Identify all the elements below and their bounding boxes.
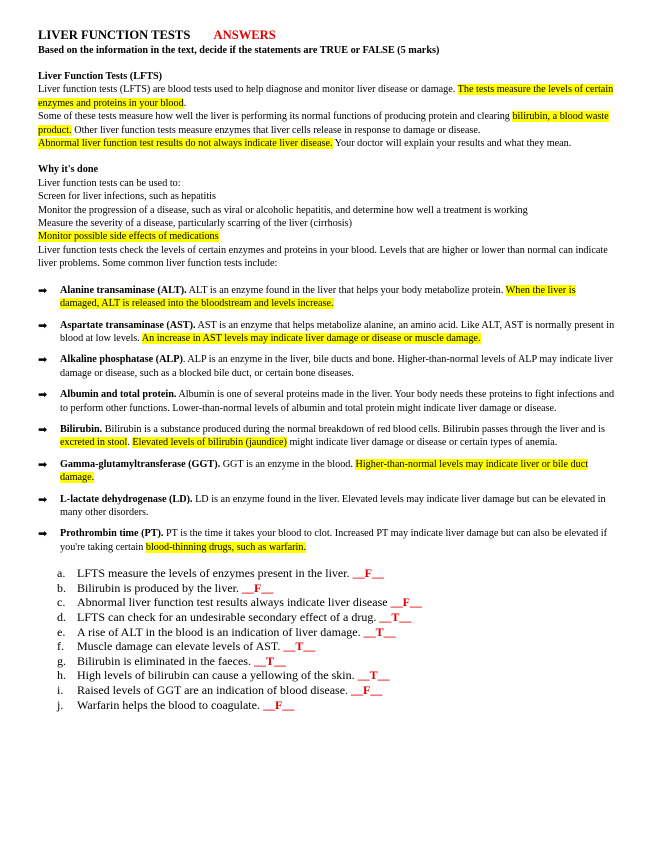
blank: __ [383,624,396,639]
blank: __ [352,566,365,581]
question-letter: g. [57,653,66,668]
text: Some of these tests measure how well the liver is performing its normal functions of producing protein and clearing [38,111,513,123]
answer-value: F [402,595,410,610]
text: might indicate liver damage or disease or certain types of anemia. [286,437,558,449]
blank: __ [351,682,364,697]
text: Liver function tests (LFTS) are blood tests used to help diagnose and monitor liver disease or damage. [38,84,458,96]
answer-value: F [364,566,372,581]
question-text: A rise of ALT in the blood is an indication of liver damage. [77,624,364,639]
list-item-ld [38,493,615,520]
question-list [38,566,615,712]
question-text: Raised levels of GGT are an indication of blood disease. [77,682,352,697]
text: Other liver function tests measure enzymes that liver cells release in response to damage or disease. [71,124,481,136]
answer-blank [263,698,294,712]
why-line-6: Liver function tests check the levels of certain enzymes and proteins in your blood. Levels that are higher or lower than normal can indicate liver problems. Some common liver function tests include: [38,244,608,270]
question-text: LFTS measure the levels of enzymes present in the liver. [77,566,353,581]
blank: __ [363,624,376,639]
answer-blank [391,595,422,609]
blank: __ [377,668,390,683]
question-item [38,683,615,698]
answer-blank [353,566,384,580]
question-item [38,625,615,640]
blank: __ [399,609,412,624]
text: LD is an enzyme found in the liver. Elevated levels may indicate liver damage but can be elevated in many other disorders. [60,493,606,518]
question-letter: e. [57,624,66,639]
text: PT is the time it takes your blood to clot. Increased PT may indicate liver damage but can also be elevated if you're taking certain [60,528,607,553]
instructions: Based on the information in the text, decide if the statements are TRUE or FALSE (5 marks) [38,45,440,56]
highlight: When the liver is damaged, ALT is released into the bloodstream and levels increase. [60,284,576,310]
blank: __ [303,639,316,654]
answer-value: T [265,653,274,668]
question-text: High levels of bilirubin can cause a yellowing of the skin. [77,668,358,683]
answer-blank [283,639,315,653]
blank: __ [261,580,274,595]
question-item [38,639,615,654]
test-name: Bilirubin. [60,423,103,435]
arrow-bullet-icon: ➡ [38,318,48,332]
intro-paragraph-2 [38,110,615,137]
answer-blank [254,654,286,668]
why-line-3: Monitor the progression of a disease, such as viral or alcoholic hepatitis, and determine how well a treatment is working [38,204,528,216]
list-item-pt [38,527,615,554]
question-item [38,654,615,669]
highlight: The tests measure the levels of certain enzymes and proteins in your blood [38,84,614,109]
question-letter: a. [57,566,66,581]
answer-value: T [391,609,400,624]
text: Your doctor will explain your results and what they mean. [332,138,572,150]
text: Bilirubin is a substance produced during the normal breakdown of red blood cells. Bilirubin passes through the liver and is [102,423,605,435]
test-name: L-lactate dehydrogenase (LD). [60,493,193,505]
question-letter: c. [57,595,66,610]
test-list [38,284,615,555]
intro-paragraph-1 [38,83,615,110]
question-item [38,581,615,596]
highlight: Elevated levels of bilirubin (jaundice) [132,437,287,449]
question-letter: i. [57,682,64,697]
blank: __ [253,653,266,668]
blank: __ [273,653,286,668]
answer-value: T [375,624,384,639]
blank: __ [262,697,275,712]
highlight: An increase in AST levels may indicate liver damage or disease or muscle damage. [141,332,481,344]
question-item [38,566,615,581]
blank: __ [370,682,383,697]
question-item [38,698,615,713]
test-name: Prothrombin time (PT). [60,528,164,540]
list-item-ast [38,319,615,346]
list-item-bilirubin [38,423,615,450]
answer-value: T [369,668,378,683]
question-letter: f. [57,639,64,654]
answer-value: F [253,580,262,595]
arrow-bullet-icon: ➡ [38,388,48,402]
answer-blank [351,683,382,697]
question-text: Bilirubin is produced by the liver. [77,580,242,595]
why-line-1: Liver function tests can be used to: [38,177,181,189]
answer-value: T [295,639,304,654]
blank: __ [379,609,392,624]
list-item-alp [38,353,615,380]
blank: __ [241,580,254,595]
why-line-4: Measure the severity of a disease, particularly scarring of the liver (cirrhosis) [38,218,352,230]
answers-label: ANSWERS [213,28,276,42]
question-letter: d. [57,609,66,624]
text: ALT is an enzyme found in the liver that helps your body metabolize protein. [186,284,506,296]
why-line-5 [38,230,615,243]
answer-blank [364,625,396,639]
text: Albumin is one of several proteins made in the liver. Your body needs these proteins to fight infections and to perform other functions. Lower-than-normal levels of albumin and total protein might indicate liver damage or disease. [60,389,615,414]
answer-blank [379,610,411,624]
arrow-bullet-icon: ➡ [38,422,48,436]
intro-paragraph-3 [38,137,615,150]
question-item [38,595,615,610]
test-name: Alanine transaminase (ALT). [60,284,187,296]
answer-blank [242,581,273,595]
page-title: LIVER FUNCTION TESTS [38,28,191,42]
why-line-2: Screen for liver infections, such as hepatitis [38,191,216,203]
question-text: Abnormal liver function test results always indicate liver disease [77,595,391,610]
answer-blank [358,668,390,682]
blank: __ [409,595,422,610]
text: GGT is an enzyme in the blood. [220,458,356,470]
highlight: blood-thinning drugs, such as warfarin. [145,541,306,553]
arrow-bullet-icon: ➡ [38,457,48,471]
question-letter: j. [57,697,64,712]
highlight: excreted in stool [60,437,128,449]
highlight: bilirubin, a blood waste product. [38,111,609,136]
list-item-alt [38,284,615,311]
arrow-bullet-icon: ➡ [38,492,48,506]
question-text: LFTS can check for an undesirable secondary effect of a drug. [77,609,380,624]
text: . ALP is an enzyme in the liver, bile ducts and bone. Higher-than-normal levels of ALP may indicate liver damage or disease, such as a blocked bile duct, or certain bone diseases. [60,354,613,379]
question-letter: h. [57,668,66,683]
text: . [183,97,187,109]
title-row [38,28,615,43]
highlight: Abnormal liver function test results do not always indicate liver disease. [38,138,333,150]
test-name: Gamma-glutamyltransferase (GGT). [60,458,221,470]
blank: __ [283,639,296,654]
blank: __ [390,595,403,610]
highlight: Higher-than-normal levels may indicate liver or bile duct damage. [60,458,589,484]
intro-heading: Liver Function Tests (LFTS) [38,71,163,82]
question-text: Warfarin helps the blood to coagulate. [77,697,263,712]
question-item [38,610,615,625]
test-name: Aspartate transaminase (AST). [60,319,196,331]
arrow-bullet-icon: ➡ [38,527,48,541]
arrow-bullet-icon: ➡ [38,353,48,367]
list-item-albumin [38,388,615,415]
question-letter: b. [57,580,66,595]
question-text: Muscle damage can elevate levels of AST. [77,639,284,654]
highlight: Monitor possible side effects of medications [38,231,219,243]
text: . [127,437,133,449]
answer-value: F [274,697,283,712]
list-item-ggt [38,458,615,485]
blank: __ [357,668,370,683]
blank: __ [371,566,384,581]
question-text: Bilirubin is eliminated in the faeces. [77,653,254,668]
arrow-bullet-icon: ➡ [38,283,48,297]
test-name: Alkaline phosphatase (ALP) [60,354,183,366]
text: AST is an enzyme that helps metabolize alanine, an amino acid. Like ALT, AST is normally present in blood at low levels. [60,319,615,344]
answer-value: F [363,682,371,697]
question-item [38,668,615,683]
test-name: Albumin and total protein. [60,389,177,401]
blank: __ [282,697,295,712]
why-heading: Why it's done [38,164,99,176]
